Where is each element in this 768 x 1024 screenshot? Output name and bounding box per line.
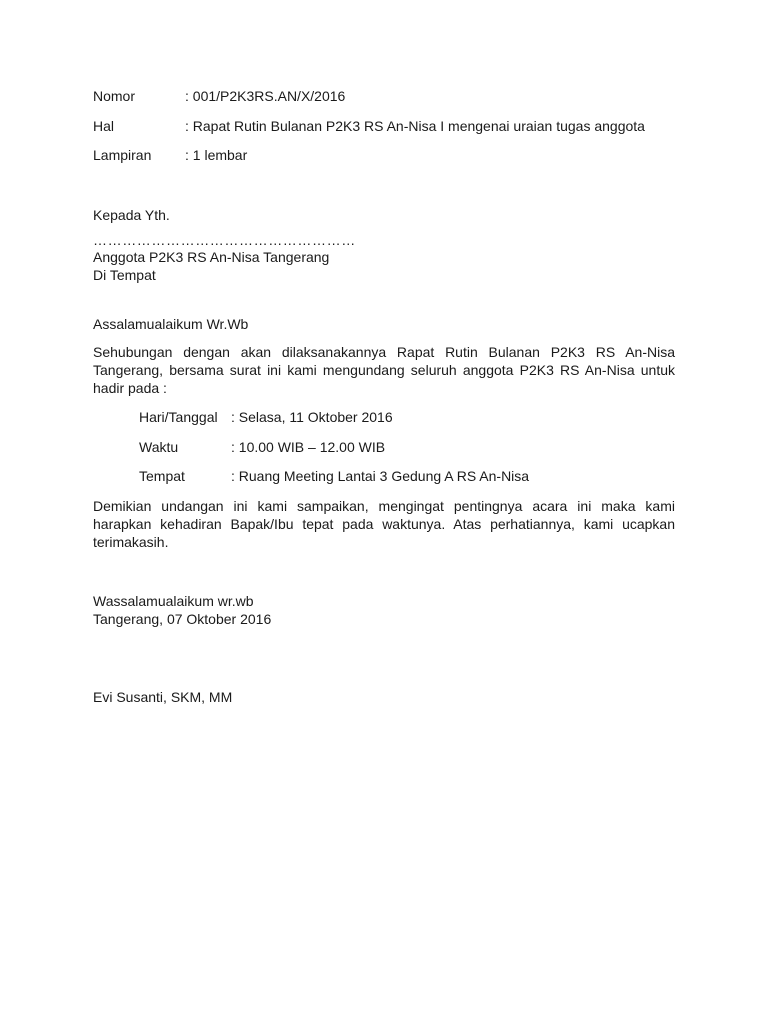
hal-label: Hal — [93, 118, 115, 134]
signatory-name: Evi Susanti, SKM, MM — [93, 689, 233, 705]
lampiran-value: : 1 lembar — [185, 147, 248, 163]
place-date: Tangerang, 07 Oktober 2016 — [93, 611, 272, 627]
addressee-greeting: Kepada Yth. — [93, 207, 170, 223]
nomor-label: Nomor — [93, 88, 136, 104]
detail-value-place: : Ruang Meeting Lantai 3 Gedung A RS An-Nisa — [231, 468, 530, 484]
intro-paragraph — [93, 343, 675, 397]
closing-paragraph — [93, 497, 675, 551]
detail-value-time: : 10.00 WIB – 12.00 WIB — [231, 439, 386, 455]
nomor-value: : 001/P2K3RS.AN/X/2016 — [185, 88, 346, 104]
closing-line: harapkan kehadiran Bapak/Ibu tepat pada waktunya. Atas perhatiannya, kami ucapkan — [93, 516, 675, 532]
intro-line: Sehubungan dengan akan dilaksanakannya Rapat Rutin Bulanan P2K3 RS An-Nisa — [93, 344, 675, 360]
intro-line: hadir pada : — [93, 380, 167, 396]
hal-value: : Rapat Rutin Bulanan P2K3 RS An-Nisa I mengenai uraian tugas anggota — [185, 118, 645, 134]
lampiran-label: Lampiran — [93, 147, 152, 163]
closing-line: terimakasih. — [93, 534, 169, 550]
detail-label-date: Hari/Tanggal — [139, 409, 218, 425]
opening-salutation: Assalamualaikum Wr.Wb — [93, 316, 249, 332]
addressee-dots: ……………………………………………… — [93, 232, 356, 248]
addressee-recipient: Anggota P2K3 RS An-Nisa Tangerang — [93, 249, 330, 265]
closing-line: Demikian undangan ini kami sampaikan, mengingat pentingnya acara ini maka kami — [93, 498, 675, 514]
detail-label-time: Waktu — [139, 439, 179, 455]
addressee-place: Di Tempat — [93, 267, 156, 283]
detail-value-date: : Selasa, 11 Oktober 2016 — [231, 409, 393, 425]
intro-line: Tangerang, bersama surat ini kami mengundang seluruh anggota P2K3 RS An-Nisa untuk — [93, 362, 675, 378]
closing-salutation: Wassalamualaikum wr.wb — [93, 593, 254, 609]
detail-label-place: Tempat — [139, 468, 185, 484]
